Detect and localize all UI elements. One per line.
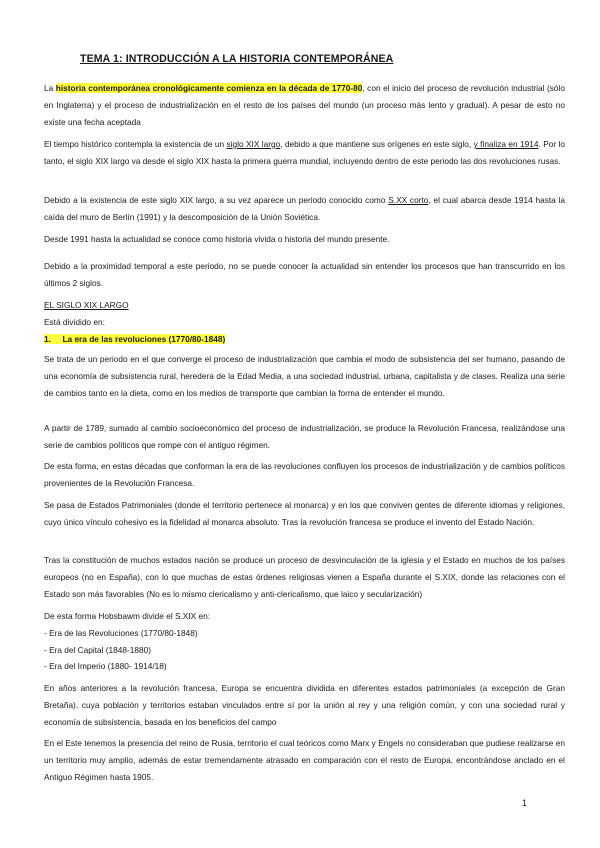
text: , el cual abarca desde 1914 hasta la caída del muro de Berlín (1991) y la descomposición de la Unión Soviética. <box>44 195 565 222</box>
paragraph-historia-vivida: Desde 1991 hasta la actualidad se conoce como historia vivida o historia del mundo presente. <box>44 234 390 244</box>
paragraph-estado-nacion: Tras la constitución de muchos estados nación se produce un proceso de desvinculación de la iglesia y el Estado en muchos de los países europeos (no en España), con lo que muchas de estas órdenes religiosas vienen a España durante el S.XIX, donde las relaciones con el Estado son más favorables (No es lo mismo clericalismo y anti-clericalismo, que laico y secularización) <box>44 555 565 599</box>
list-item: - Era del Capital (1848-1880) <box>44 644 151 655</box>
hobsbawm-list <box>44 608 565 675</box>
paragraph-1789: A partir de 1789, sumado al cambio socioeconómico del proceso de industrialización, se produce la Revolución Francesa, realizándose una serie de cambios políticos que rompe con el antiguo régimen. <box>44 423 565 450</box>
paragraph-sxx-corto <box>44 192 565 226</box>
paragraph-siglo-xix-largo <box>44 136 565 170</box>
list-item-highlighted <box>44 334 225 344</box>
underlined-term: siglo XIX largo <box>226 139 281 149</box>
paragraph-intro <box>44 80 565 130</box>
paragraph-periodo: Se trata de un periodo en el que converge el proceso de industrialización que cambia el modo de subsistencia del ser humano, pasando de una economía de subsistencia rural, heredera de la Edad Media, a una sociedad industrial, urbana, capitalista y de clases. Realiza una serie de cambios tanto en la dieta, como en los medios de transporte que cambian la forma de entender el mundo. <box>44 354 565 398</box>
paragraph-europa: En años anteriores a la revolución francesa, Europa se encuentra dividida en diferentes estados patrimoniales (a excepción de Gran Bretaña), cuya población y territorios estaban vinculados entre sí por la unión al rey y una religión común, y con una sociedad rural y economía de subsistencia, basada en los beneficios del campo <box>44 683 565 727</box>
section-siglo-xix <box>44 297 565 347</box>
list-item: - Era de las Revoluciones (1770/80-1848) <box>44 627 198 638</box>
paragraph-estados-patrimoniales: Se pasa de Estados Patrimoniales (donde el territorio pertenece al monarca) y en los que conviven gentes de diferente idiomas y religiones, cuyo único vínculo cohesivo es la fidelidad al monarca absoluto. Tras la revolución francesa se produce el invento del Estado Nación. <box>44 500 565 527</box>
item-number: 1. <box>44 333 51 344</box>
page-title: TEMA 1: INTRODUCCIÓN A LA HISTORIA CONTEMPORÁNEA <box>80 53 394 65</box>
list-item: - Era del Imperio (1880- 1914/18) <box>44 661 167 672</box>
item-text: La era de las revoluciones (1770/80-1848) <box>62 333 226 344</box>
text: , con el inicio del proceso de revolución industrial (sólo en Inglaterra) y el proceso de industrialización en el resto de los países del mundo (un proceso más lento y gradual). A pesar de esto no existe una fecha aceptada <box>44 83 565 127</box>
section-subheading: Está dividido en: <box>44 316 105 327</box>
paragraph-rusia: En el Este tenemos la presencia del reino de Rusia, territorio el cual teóricos como Marx y Engels no consideraban que pudiese realizarse en un territorio muy amplio, además de estar tremendamente atrasado en comparación con el resto de Europa, encontrándose anclado en el Antiguo Régimen hasta 1905. <box>44 738 565 782</box>
text: Debido a la existencia de este siglo XIX largo, a su vez aparece un periodo conocido como <box>44 195 389 205</box>
paragraph-proximidad: Debido a la proximidad temporal a este periodo, no se puede conocer la actualidad sin entender los procesos que han transcurrido en los últimos 2 siglos. <box>44 261 565 288</box>
highlighted-text: historia contemporánea cronológicamente comienza en la década de 1770-80 <box>55 83 363 93</box>
paragraph-decadas: De esta forma, en estas décadas que conforman la era de las revoluciones confluyen los procesos de industrialización y de cambios políticos provenientes de la Revolución Francesa. <box>44 461 565 488</box>
page-number: 1 <box>522 798 528 808</box>
text: . Por lo tanto, el siglo XIX largo va desde el siglo XIX hasta la primera guerra mundial, incluyendo dentro de este periodo las dos revoluciones rusas. <box>44 139 565 166</box>
underlined-term: y finaliza en 1914 <box>473 139 539 149</box>
underlined-term: S.XX corto <box>388 195 429 205</box>
text: , debido a que mantiene sus orígenes en este siglo, <box>280 139 474 149</box>
list-intro: De esta forma Hobsbawm divide el S.XIX en: <box>44 611 211 621</box>
text: La <box>44 83 56 93</box>
section-heading: EL SIGLO XIX LARGO <box>44 300 129 310</box>
text: El tiempo histórico contempla la existencia de un <box>44 139 227 149</box>
